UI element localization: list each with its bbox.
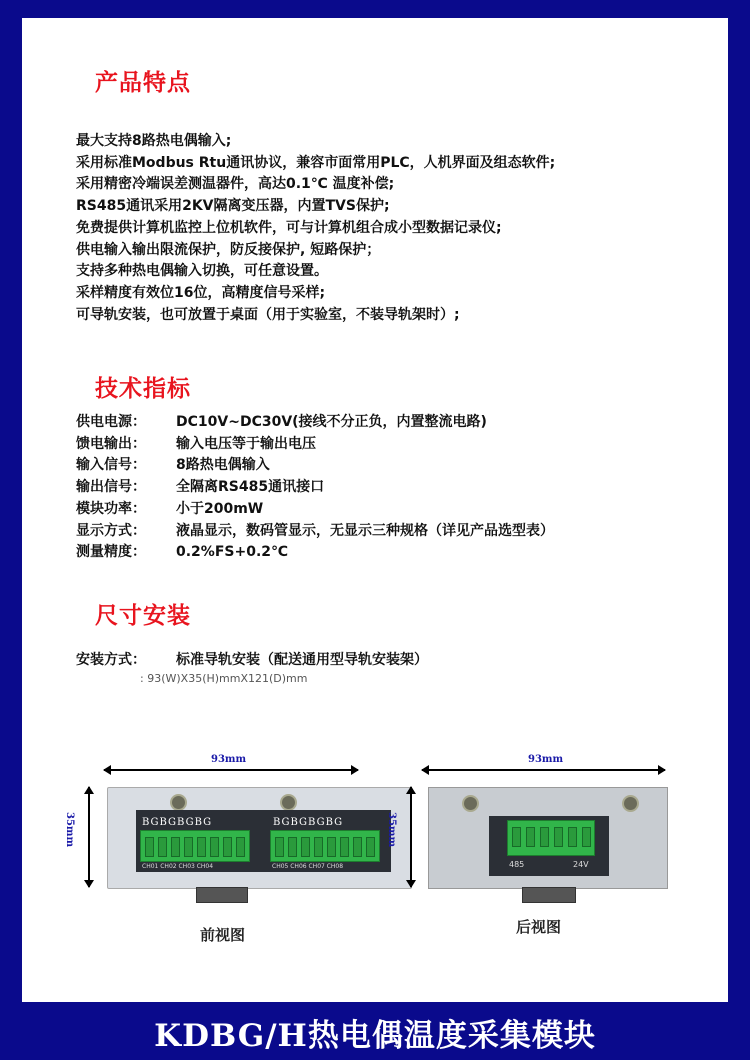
features-list xyxy=(76,131,555,326)
mount-key: 安装方式： xyxy=(76,652,146,668)
spec-key: 显示方式： xyxy=(76,522,146,539)
spec-value: 全隔离RS485通讯接口 xyxy=(176,479,325,496)
spec-row xyxy=(76,499,554,521)
mount-row xyxy=(76,650,428,672)
spec-value: DC10V~DC30V(接线不分正负，内置整流电路) xyxy=(176,414,487,430)
feature-item: 供电输入输出限流保护，防反接保护, 短路保护； xyxy=(76,241,381,258)
terminal-block-left xyxy=(140,830,250,862)
back-view-image xyxy=(428,787,668,889)
feature-item: 采样精度有效位16位，高精度信号采样; xyxy=(76,284,326,301)
feature-item: 最大支持8路热电偶输入; xyxy=(76,133,232,149)
back-height-arrow xyxy=(410,787,412,887)
terminal-block-back xyxy=(507,820,595,856)
feature-item: 采用标准Modbus Rtu通讯协议，兼容市面常用PLC，人机界面及组态软件; xyxy=(76,154,556,171)
spec-row xyxy=(76,434,554,456)
front-width-label: 93mm xyxy=(211,754,247,765)
screw-icon xyxy=(622,795,639,812)
channel-label-left: CH01 CH02 CH03 CH04 xyxy=(142,863,214,870)
front-width-arrow xyxy=(104,769,358,771)
back-panel-face xyxy=(489,816,609,876)
spec-key: 模块功率： xyxy=(76,500,146,517)
spec-row xyxy=(76,542,554,564)
terminal-block-right xyxy=(270,830,380,862)
rail-clip xyxy=(196,887,248,903)
spec-value: 0.2%FS+0.2℃ xyxy=(176,544,288,561)
screw-icon xyxy=(280,794,297,811)
spec-key: 供电电源： xyxy=(76,414,146,430)
back-height-label: 35mm xyxy=(386,812,397,848)
spec-value: 液晶显示，数码管显示，无显示三种规格（详见产品选型表） xyxy=(176,522,554,539)
mount-value: 标准导轨安装（配送通用型导轨安装架） xyxy=(176,652,428,668)
product-title: KDBG/H热电偶温度采集模块 xyxy=(154,1018,596,1054)
spec-key: 输出信号： xyxy=(76,479,146,496)
rail-clip xyxy=(522,887,576,903)
spec-value: 输入电压等于输出电压 xyxy=(176,435,316,452)
spec-value: 小于200mW xyxy=(176,500,264,517)
back-width-arrow xyxy=(422,769,665,771)
spec-row xyxy=(76,477,554,499)
front-height-label: 35mm xyxy=(64,812,75,848)
specs-title: 技术指标 xyxy=(95,376,191,402)
front-panel-face xyxy=(136,810,391,872)
terminal-label-right: BGBGBGBG xyxy=(273,817,344,828)
channel-label-right: CH05 CH06 CH07 CH08 xyxy=(272,863,344,870)
spec-key: 馈电输出： xyxy=(76,435,146,452)
back-width-label: 93mm xyxy=(528,754,564,765)
port-label-24v: 24V xyxy=(573,860,589,869)
feature-item: 支持多种热电偶输入切换，可任意设置。 xyxy=(76,263,328,280)
spec-value: 8路热电偶输入 xyxy=(176,457,270,474)
screw-icon xyxy=(170,794,187,811)
feature-item: 采用精密冷端误差测温器件，高达0.1℃ 温度补偿; xyxy=(76,176,395,193)
port-label-485: 485 xyxy=(509,860,525,869)
feature-item: RS485通讯采用2KV隔离变压器，内置TVS保护; xyxy=(76,198,390,215)
spec-key: 测量精度： xyxy=(76,544,146,561)
feature-item: 可导轨安装，也可放置于桌面（用于实验室，不装导轨架时）; xyxy=(76,306,460,323)
feature-item: 免费提供计算机监控上位机软件，可与计算机组合成小型数据记录仪; xyxy=(76,219,502,236)
front-view-caption: 前视图 xyxy=(200,926,246,944)
specs-list xyxy=(76,412,554,564)
spec-row xyxy=(76,521,554,543)
back-view-caption: 后视图 xyxy=(516,918,562,936)
front-view-image xyxy=(107,787,412,889)
front-height-arrow xyxy=(88,787,90,887)
dimensions-title: 尺寸安装 xyxy=(95,603,191,629)
spec-key: 输入信号： xyxy=(76,457,146,474)
terminal-label-left: BGBGBGBG xyxy=(142,817,213,828)
features-title: 产品特点 xyxy=(95,70,191,96)
screw-icon xyxy=(462,795,479,812)
spec-row xyxy=(76,412,554,434)
spec-row xyxy=(76,455,554,477)
size-text: : 93(W)X35(H)mmX121(D)mm xyxy=(140,672,308,685)
